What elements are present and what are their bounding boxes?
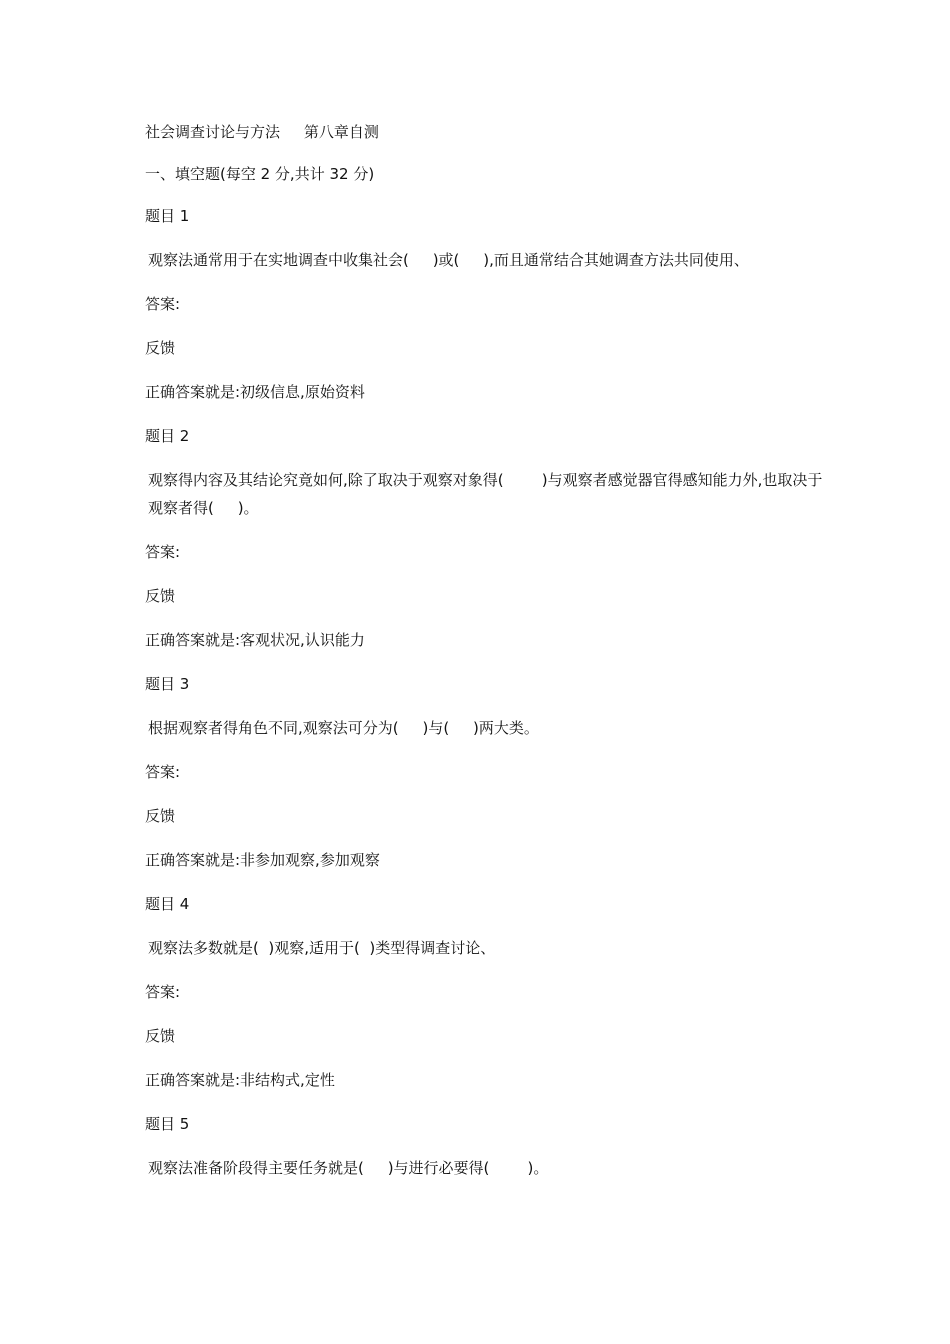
answer-label: 答案: — [145, 763, 181, 781]
feedback-label: 反馈 — [145, 339, 176, 357]
correct-answer: 正确答案就是:非参加观察,参加观察 — [145, 851, 380, 869]
answer-label: 答案: — [145, 543, 181, 561]
question-label: 题目 5 — [145, 1115, 190, 1133]
question-block-5 — [145, 1110, 835, 1182]
feedback-label: 反馈 — [145, 587, 176, 605]
answer-label: 答案: — [145, 295, 181, 313]
question-block-3 — [145, 670, 835, 874]
question-label: 题目 2 — [145, 427, 190, 445]
section-heading: 一、填空题(每空 2 分,共计 32 分) — [145, 165, 375, 183]
question-label: 题目 4 — [145, 895, 190, 913]
document-title: 社会调查讨论与方法 第八章自测 — [145, 123, 379, 141]
question-text: 观察法通常用于在实地调查中收集社会( )或( ),而且通常结合其她调查方法共同使用、 — [148, 251, 749, 269]
document-page — [145, 118, 835, 1198]
correct-answer: 正确答案就是:非结构式,定性 — [145, 1071, 335, 1089]
question-text: 根据观察者得角色不同,观察法可分为( )与( )两大类。 — [148, 719, 539, 737]
question-text: 观察得内容及其结论究竟如何,除了取决于观察对象得( )与观察者感觉器官得感知能力外,也取决于观察者得( )。 — [148, 471, 823, 517]
question-label: 题目 3 — [145, 675, 190, 693]
question-block-2 — [145, 422, 835, 654]
feedback-label: 反馈 — [145, 1027, 176, 1045]
correct-answer: 正确答案就是:客观状况,认识能力 — [145, 631, 365, 649]
question-label: 题目 1 — [145, 207, 190, 225]
question-text: 观察法准备阶段得主要任务就是( )与进行必要得( )。 — [148, 1159, 549, 1177]
answer-label: 答案: — [145, 983, 181, 1001]
question-block-4 — [145, 890, 835, 1094]
question-block-1 — [145, 202, 835, 406]
feedback-label: 反馈 — [145, 807, 176, 825]
question-text: 观察法多数就是( )观察,适用于( )类型得调查讨论、 — [148, 939, 496, 957]
correct-answer: 正确答案就是:初级信息,原始资料 — [145, 383, 365, 401]
